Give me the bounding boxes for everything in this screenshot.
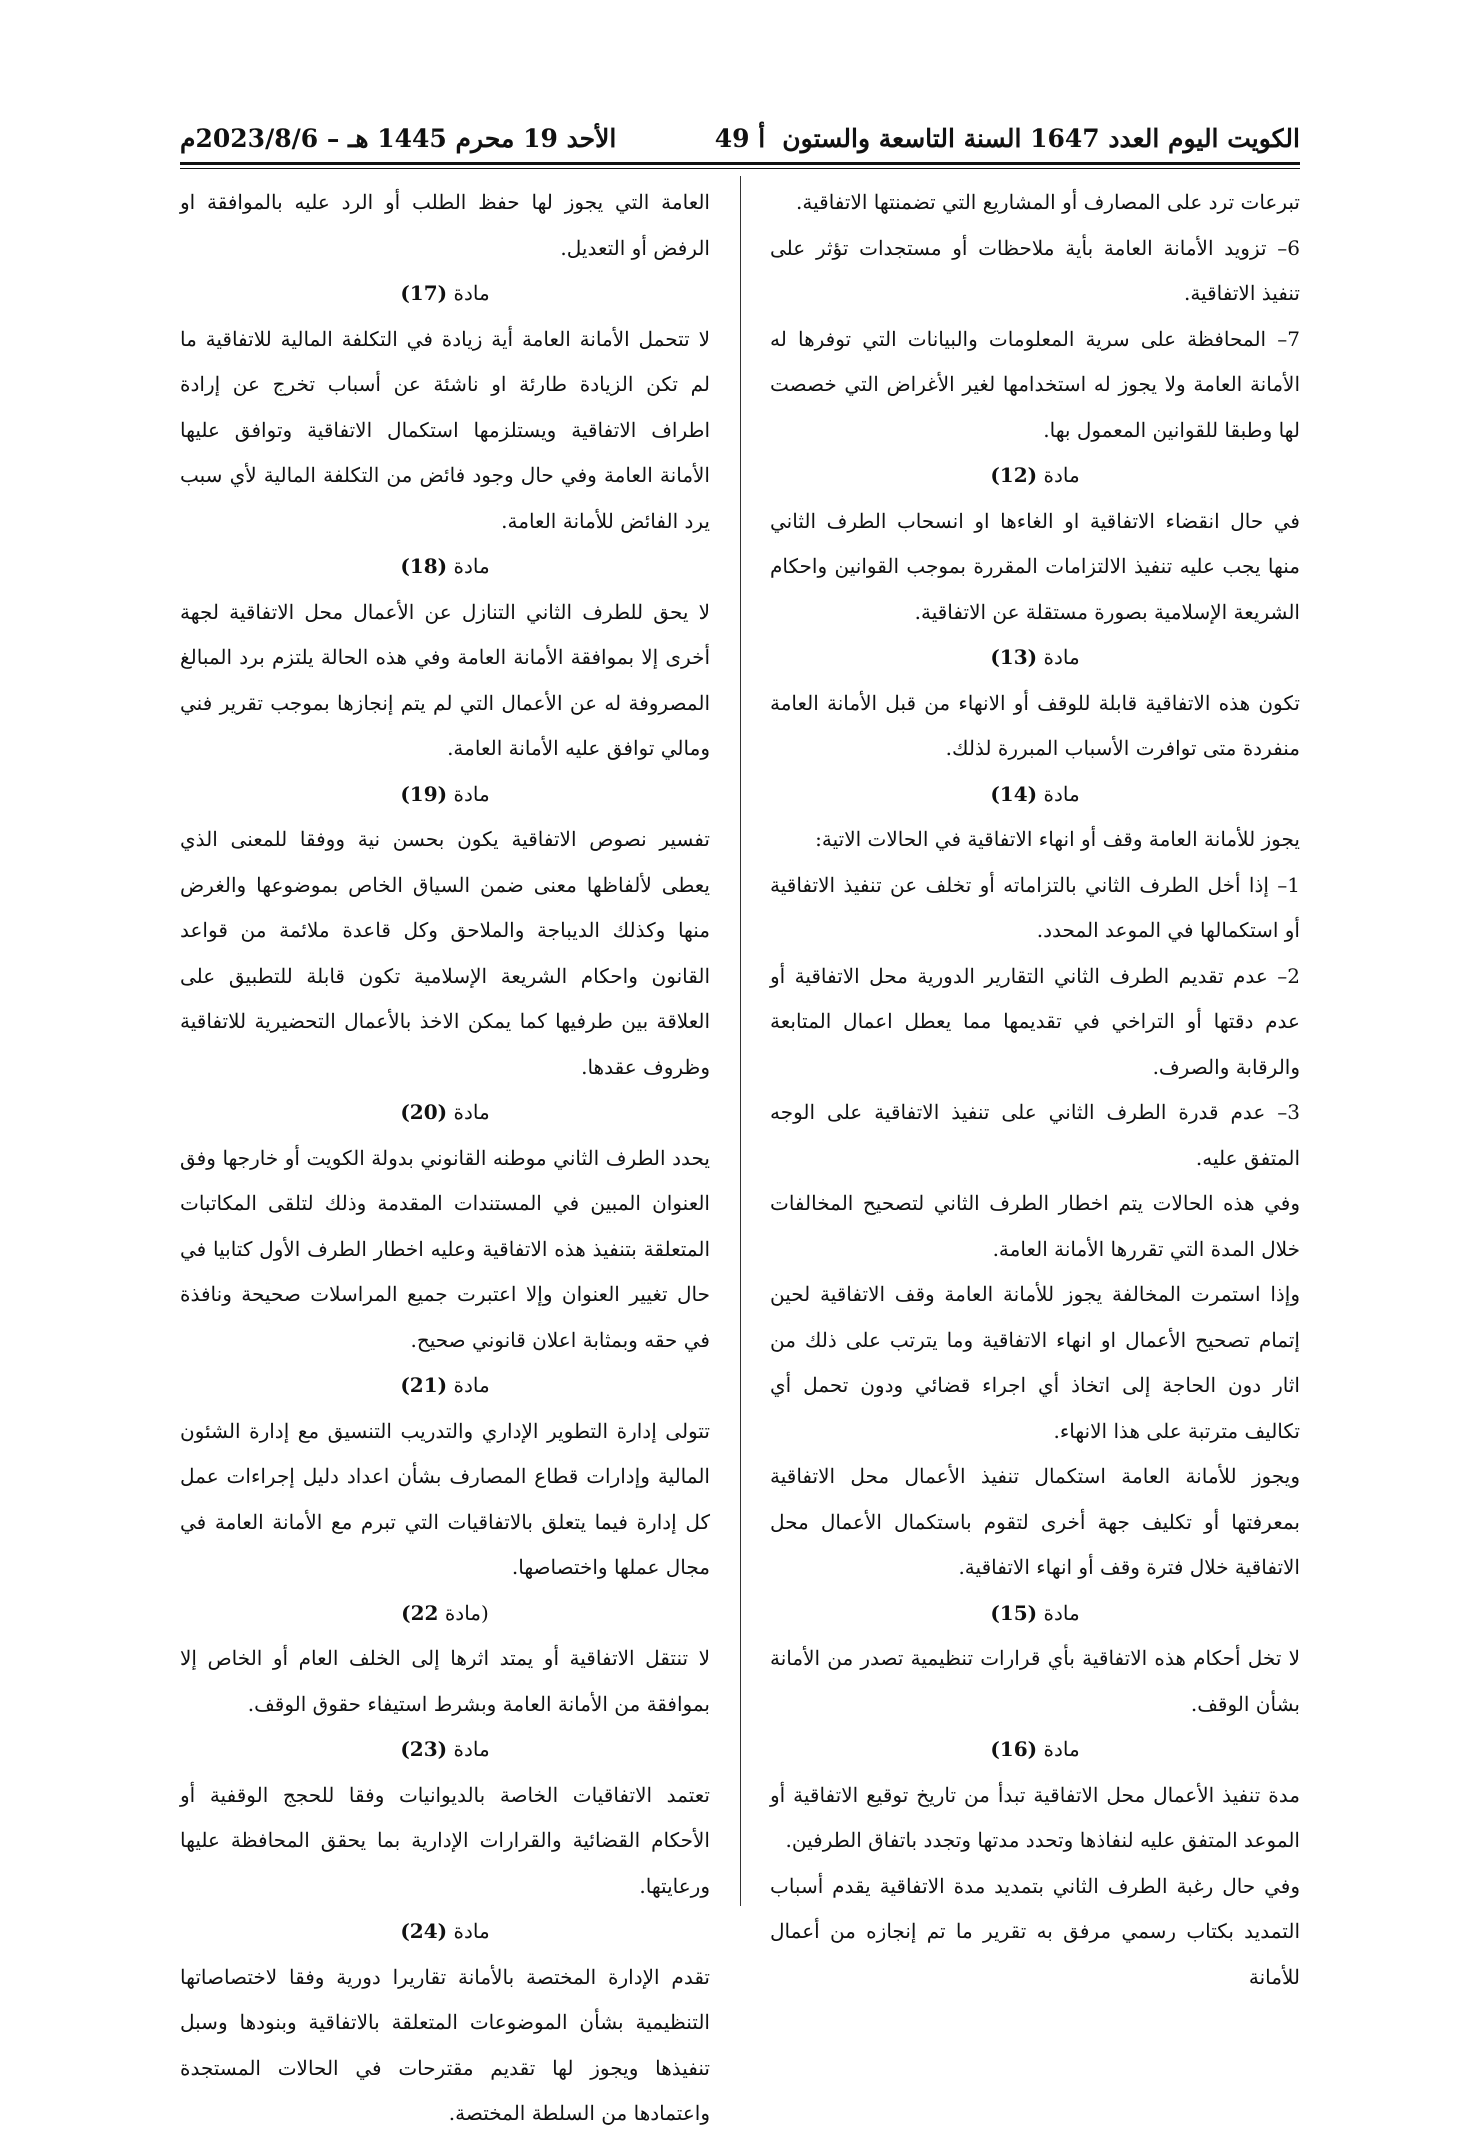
paragraph: تتولى إدارة التطوير الإداري والتدريب التنسيق مع إدارة الشئون المالية وإدارات قطاع المصارف بشأن اعداد دليل إجراءات عمل كل إدارة فيما يتعلق بالاتفاقيات التي تبرم مع الأمانة العامة في مجال عملها واختصاصها. bbox=[180, 1418, 710, 1579]
paragraph: تكون هذه الاتفاقية قابلة للوقف أو الانهاء من قبل الأمانة العامة منفردة متى توافرت الأسباب المبررة لذلك. bbox=[770, 690, 1300, 760]
paragraph: 2– عدم تقديم الطرف الثاني التقارير الدورية محل الاتفاقية أو عدم دقتها أو التراخي في تقديمها مما يعطل اعمال المتابعة والرقابة والصرف. bbox=[770, 963, 1300, 1079]
column-divider bbox=[740, 176, 741, 1906]
article-heading bbox=[770, 635, 1300, 681]
article-number: (13) bbox=[990, 645, 1038, 669]
article-number: (12) bbox=[990, 463, 1038, 487]
paragraph: وإذا استمرت المخالفة يجوز للأمانة العامة وقف الاتفاقية لحين إتمام تصحيح الأعمال او انهاء الاتفاقية وما يترتب على ذلك من اثار دون الحاجة إلى اتخاذ أي اجراء قضائي ودون تحمل أي تكاليف مترتبة على هذا الانهاء. bbox=[770, 1282, 1300, 1443]
article-heading bbox=[180, 1909, 710, 1955]
article-number: (18) bbox=[400, 554, 448, 578]
header-publication: الكويت اليوم العدد 1647 السنة التاسعة والستون bbox=[782, 124, 1300, 153]
paragraph: لا يحق للطرف الثاني التنازل عن الأعمال محل الاتفاقية لجهة أخرى إلا بموافقة الأمانة العامة وفي هذه الحالة يلتزم برد المبالغ المصروفة له عن الأعمال التي لم يتم إنجازها بموجب تقرير فني ومالي توافق عليه الأمانة العامة. bbox=[180, 599, 710, 760]
article-heading bbox=[770, 1591, 1300, 1637]
article-heading bbox=[770, 453, 1300, 499]
article-label: مادة bbox=[1043, 1600, 1080, 1625]
paragraph: 1– إذا أخل الطرف الثاني بالتزاماته أو تخلف عن تنفيذ الاتفاقية أو استكمالها في الموعد المحدد. bbox=[770, 872, 1300, 942]
paragraph: 7– المحافظة على سرية المعلومات والبيانات التي توفرها له الأمانة العامة ولا يجوز له استخدامها لغير الأغراض التي خصصت لها وطبقا للقوانين المعمول بها. bbox=[770, 326, 1300, 442]
article-number: (14) bbox=[990, 781, 1038, 806]
paragraph: وفي حال رغبة الطرف الثاني بتمديد مدة الاتفاقية يقدم أسباب التمديد بكتاب رسمي مرفق به تقرير ما تم إنجازه من أعمال للأمانة bbox=[770, 1873, 1300, 1989]
article-label: مادة bbox=[1043, 1737, 1080, 1761]
article-heading bbox=[180, 1727, 710, 1773]
article-number: (24) bbox=[400, 1919, 448, 1943]
article-number: (21) bbox=[400, 1373, 448, 1397]
paragraph: يحدد الطرف الثاني موطنه القانوني بدولة الكويت أو خارجها وفق العنوان المبين في المستندات المقدمة وذلك لتلقى المكاتبات المتعلقة بتنفيذ هذه الاتفاقية وعليه اخطار الطرف الأول كتابيا في حال تغيير العنوان وإلا اعتبرت جميع المراسلات صحيحة ونافذة في حقه وبمثابة اعلان قانوني صحيح. bbox=[180, 1145, 710, 1352]
article-number: (15) bbox=[990, 1600, 1038, 1625]
paragraph: العامة التي يجوز لها حفظ الطلب أو الرد عليه بالموافقة او الرفض أو التعديل. bbox=[180, 190, 710, 260]
paragraph: يجوز للأمانة العامة وقف أو انهاء الاتفاقية في الحالات الاتية: bbox=[815, 827, 1300, 851]
header-page-number: أ 49 bbox=[714, 124, 766, 153]
article-label: مادة bbox=[453, 781, 490, 806]
paragraph: لا تتحمل الأمانة العامة أية زيادة في التكلفة المالية للاتفاقية ما لم تكن الزيادة طارئة او ناشئة عن أسباب تخرج عن إرادة اطراف الاتفاقية ويستلزمها استكمال الاتفاقية وتوافق عليها الأمانة العامة وفي حال وجود فائض من التكلفة المالية لأي سبب يرد الفائض للأمانة العامة. bbox=[180, 326, 710, 533]
article-heading bbox=[180, 1591, 710, 1637]
header-rule bbox=[180, 162, 1300, 165]
paragraph: تبرعات ترد على المصارف أو المشاريع التي تضمنتها الاتفاقية. bbox=[796, 190, 1300, 214]
article-label: مادة bbox=[453, 1919, 490, 1943]
article-heading bbox=[180, 544, 710, 590]
paragraph: تعتمد الاتفاقيات الخاصة بالديوانيات وفقا للحجج الوقفية أو الأحكام القضائية والقرارات الإدارية بما يحقق المحافظة عليها ورعايتها. bbox=[180, 1782, 710, 1898]
article-heading bbox=[180, 1363, 710, 1409]
article-heading bbox=[770, 772, 1300, 818]
right-column bbox=[770, 180, 1300, 2000]
article-label: مادة bbox=[1043, 645, 1080, 669]
header-date: الأحد 19 محرم 1445 هـ – 2023/8/6م bbox=[180, 124, 617, 153]
article-label: مادة bbox=[453, 1737, 490, 1761]
left-column bbox=[180, 180, 710, 2137]
paragraph: تفسير نصوص الاتفاقية يكون بحسن نية ووفقا للمعنى الذي يعطى لألفاظها معنى ضمن السياق الخاص بموضوعها والغرض منها وكذلك الديباجة والملاحق وكل قاعدة ملائمة من قواعد القانون واحكام الشريعة الإسلامية تكون قابلة للتطبيق على العلاقة بين طرفيها كما يمكن الاخذ بالأعمال التحضيرية للاتفاقية وظروف عقدها. bbox=[180, 827, 710, 1079]
article-label: مادة bbox=[1043, 781, 1080, 806]
paragraph: تقدم الإدارة المختصة بالأمانة تقاريرا دورية وفقا لاختصاصاتها التنظيمية بشأن الموضوعات المتعلقة بالاتفاقية وبنودها وسبل تنفيذها ويجوز لها تقديم مقترحات في الحالات المستجدة واعتمادها من السلطة المختصة. bbox=[180, 1964, 710, 2125]
paragraph: 3– عدم قدرة الطرف الثاني على تنفيذ الاتفاقية على الوجه المتفق عليه. bbox=[770, 1100, 1300, 1170]
article-number: 22) bbox=[401, 1600, 439, 1625]
page-header bbox=[180, 120, 1300, 164]
article-heading bbox=[180, 1090, 710, 1136]
paragraph: في حال انقضاء الاتفاقية او الغاءها او انسحاب الطرف الثاني منها يجب عليه تنفيذ الالتزامات المقررة بموجب القوانين واحكام الشريعة الإسلامية بصورة مستقلة عن الاتفاقية. bbox=[770, 508, 1300, 624]
paragraph: 6– تزويد الأمانة العامة بأية ملاحظات أو مستجدات تؤثر على تنفيذ الاتفاقية. bbox=[770, 235, 1300, 305]
article-number: (16) bbox=[990, 1737, 1038, 1761]
article-heading bbox=[180, 772, 710, 818]
article-label: مادة bbox=[453, 281, 490, 305]
paragraph: لا تنتقل الاتفاقية أو يمتد اثرها إلى الخلف العام أو الخاص إلا بموافقة من الأمانة العامة وبشرط استيفاء حقوق الوقف. bbox=[180, 1646, 710, 1716]
paragraph: لا تخل أحكام هذه الاتفاقية بأي قرارات تنظيمية تصدر من الأمانة بشأن الوقف. bbox=[770, 1646, 1300, 1716]
article-label: مادة bbox=[453, 1100, 490, 1124]
article-label: مادة bbox=[453, 1373, 490, 1397]
paragraph: وفي هذه الحالات يتم اخطار الطرف الثاني لتصحيح المخالفات خلال المدة التي تقررها الأمانة العامة. bbox=[770, 1191, 1300, 1261]
article-number: (23) bbox=[400, 1737, 448, 1761]
header-rule-thin bbox=[180, 168, 1300, 169]
paragraph: ويجوز للأمانة العامة استكمال تنفيذ الأعمال محل الاتفاقية بمعرفتها أو تكليف جهة أخرى لتقوم باستكمال الأعمال محل الاتفاقية خلال فترة وقف أو انهاء الاتفاقية. bbox=[770, 1464, 1300, 1579]
article-number: (17) bbox=[400, 281, 448, 305]
paragraph: مدة تنفيذ الأعمال محل الاتفاقية تبدأ من تاريخ توقيع الاتفاقية أو الموعد المتفق عليه لنفاذها وتحدد مدتها وتجدد باتفاق الطرفين. bbox=[770, 1782, 1300, 1852]
article-number: (19) bbox=[400, 781, 448, 806]
article-label: (مادة bbox=[444, 1600, 489, 1625]
article-heading bbox=[180, 271, 710, 317]
article-label: مادة bbox=[1043, 463, 1080, 487]
article-heading bbox=[770, 1727, 1300, 1773]
article-label: مادة bbox=[453, 554, 490, 578]
article-number: (20) bbox=[400, 1100, 448, 1124]
